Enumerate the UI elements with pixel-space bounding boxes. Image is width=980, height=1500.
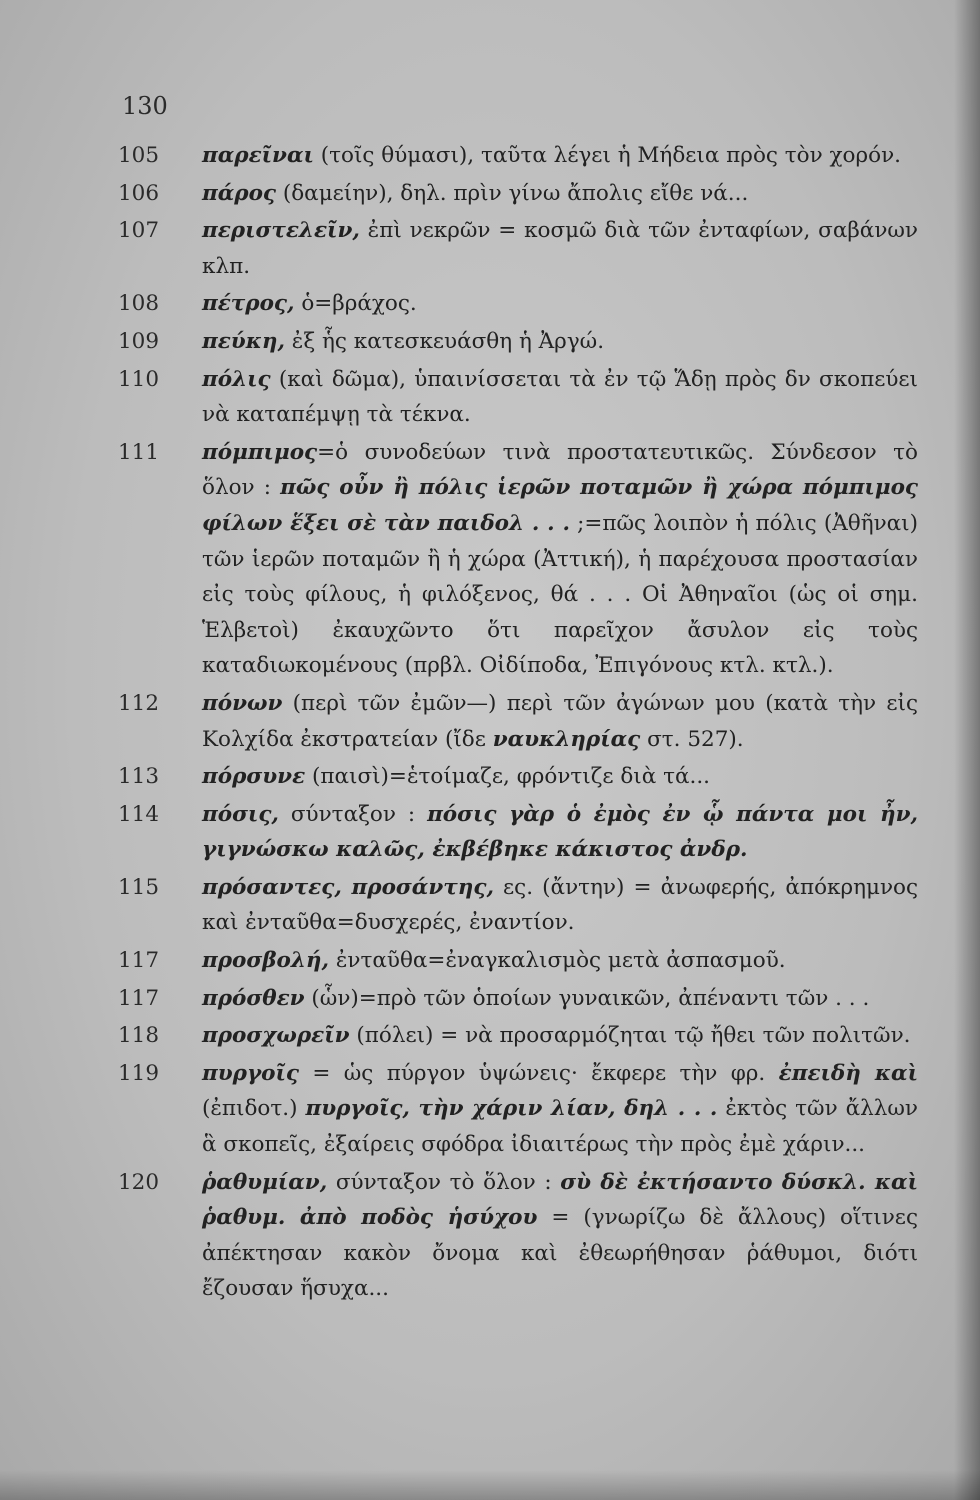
entry-lemma: πεύκη,: [202, 328, 285, 354]
entry-line-number: 107: [118, 218, 160, 244]
entry-lemma: περιστελεῖν,: [202, 218, 360, 244]
glossary-entry: [118, 1165, 918, 1307]
entry-line-number: 108: [118, 291, 160, 317]
entry-text: ἐξ ἧς κατεσκευάσθη ἡ Ἀργώ.: [284, 328, 605, 354]
glossary-entry: [118, 362, 918, 433]
entry-text: ες. (ἄντην) = ἀνωφερής, ἀπόκρημνος καὶ ἐνταῦθα=δυσχερές, ἐναντίον.: [202, 874, 919, 936]
entry-text: σύνταξον τὸ ὅλον :: [327, 1169, 561, 1195]
entry-text: (παισὶ)=ἑτοίμαζε, φρόντιζε διὰ τά...: [305, 764, 711, 790]
entry-lemma: πρόσαντες, προσάντης,: [202, 874, 494, 900]
glossary-entry: [118, 1056, 918, 1163]
entry-quote: πόσις γὰρ ὁ ἐμὸς ἐν ᾧ πάντα μοι ἦν, γιγνώσκω καλῶς, ἐκβέβηκε κάκιστος ἀνδρ.: [202, 801, 918, 863]
entry-line-number: 105: [118, 143, 160, 168]
entry-text: ἐκτὸς τῶν ἄλλων ἃ σκοπεῖς, ἐξαίρεις σφόδρα ἰδιαιτέρως τὴν πρὸς ἐμὲ χάριν...: [202, 1096, 918, 1158]
glossary-entry: [118, 759, 918, 795]
glossary-entry: [118, 870, 918, 941]
entry-lemma: ῥαθυμίαν,: [202, 1169, 328, 1195]
glossary-entry: [118, 1018, 918, 1054]
entry-text: (ὧν)=πρὸ τῶν ὁποίων γυναικῶν, ἀπέναντι τῶν . . .: [304, 985, 870, 1011]
entry-lemma: πάρος: [202, 180, 277, 206]
entry-text: (καὶ δῶμα), ὑπαινίσσεται τὰ ἐν τῷ Ἅδῃ πρὸς δν σκοπεύει νὰ καταπέμψῃ τὰ τέκνα.: [202, 366, 918, 428]
page-number: 130: [122, 92, 168, 120]
entry-line-number: 118: [118, 1023, 160, 1049]
entry-text: (περὶ τῶν ἐμῶν—) περὶ τῶν ἀγώνων μου (κατὰ τὴν εἰς Κολχίδα ἐκστρατείαν (ἴδε: [202, 690, 918, 752]
glossary-entry: [118, 176, 918, 212]
entry-text: = ὡς πύργον ὑψώνεις· ἔκφερε τὴν φρ.: [298, 1060, 779, 1086]
entry-line-number: 112: [118, 690, 160, 716]
entry-text: (δαμείην), δηλ. πρὶν γίνω ἄπολις εἴθε νά...: [276, 180, 749, 206]
glossary-entry: [118, 138, 918, 174]
page-edge-shadow-bottom: [0, 1470, 980, 1500]
entry-line-number: 115: [118, 874, 160, 900]
entry-quote: πυργοῖς, τὴν χάριν λίαν, δηλ . . .: [305, 1096, 718, 1122]
entry-lemma: προσβολή,: [202, 948, 330, 974]
glossary-entry: [118, 213, 918, 284]
entry-text: (τοῖς θύμασι), ταῦτα λέγει ἡ Μήδεια πρὸς τὸν χορόν.: [313, 143, 901, 168]
entry-lemma: πόνων: [202, 690, 283, 716]
entry-lemma: προσχωρεῖν: [202, 1023, 350, 1049]
entry-text: (ἐπιδοτ.): [202, 1096, 306, 1122]
entry-lemma: πυργοῖς: [202, 1060, 299, 1086]
glossary-entry: [118, 797, 918, 868]
entry-text: σύνταξον :: [278, 801, 428, 827]
entry-lemma: πέτρος,: [202, 291, 295, 317]
glossary-entry: [118, 324, 918, 360]
glossary-entry: [118, 981, 918, 1017]
entry-line-number: 120: [118, 1169, 160, 1195]
glossary-entry: [118, 686, 918, 757]
entry-lemma: πόρσυνε: [202, 764, 306, 790]
entry-line-number: 109: [118, 328, 160, 354]
entry-line-number: 114: [118, 801, 160, 827]
entry-lemma: πόμπιμος: [202, 439, 318, 465]
entry-lemma: παρεῖναι: [202, 143, 314, 168]
entry-text: στ. 527).: [640, 726, 744, 752]
entry-lemma: πόλις: [202, 366, 271, 392]
entry-quote: πῶς οὖν ἢ πόλις ἱερῶν ποταμῶν ἢ χώρα πόμπιμος φίλων ἕξει σὲ τὰν παιδολ . . .: [202, 475, 918, 536]
page-edge-shadow-right: [954, 0, 980, 1500]
glossary-entry: [118, 435, 918, 684]
entry-text: (πόλει) = νὰ προσαρμόζηται τῷ ἤθει τῶν πολιτῶν.: [349, 1023, 911, 1049]
entry-line-number: 119: [118, 1060, 160, 1086]
entry-text: = (γνωρίζω δὲ ἄλλους) οἵτινες ἀπέκτησαν κακὸν ὄνομα καὶ ἐθεωρήθησαν ῥάθυμοι, διότι ἔζουσαν ἥσυχα...: [202, 1205, 918, 1302]
glossary-entry: [118, 943, 918, 979]
entry-lemma: πόσις,: [202, 801, 279, 827]
entry-line-number: 110: [118, 366, 160, 392]
entry-quote: ναυκληρίας: [492, 726, 641, 752]
entry-line-number: 111: [118, 439, 160, 465]
entry-text: ;=πῶς λοιπὸν ἡ πόλις (Ἀθῆναι) τῶν ἱερῶν ποταμῶν ἢ ἡ χώρα (Ἀττική), ἡ παρέχουσα προστασίαν εἰς τοὺς φίλους, ἡ φιλόξενος, θά . . . Οἱ Ἀθηναῖοι (ὡς οἱ σημ. Ἑλβετοὶ) ἐκαυχῶντο ὅτι παρεῖχον ἄσυλον εἰς τοὺς καταδιωκομένους (πρβλ. Οἰδίποδα, Ἐπιγόνους κτλ. κτλ.).: [202, 510, 918, 679]
entry-lemma: πρόσθεν: [202, 985, 305, 1011]
glossary-entry: [118, 286, 918, 322]
glossary-entries: [118, 138, 918, 1309]
entry-text: =ὁ συνοδεύων τινὰ προστατευτικῶς. Σύνδεσον τὸ ὅλον :: [202, 439, 918, 501]
entry-text: ἐνταῦθα=ἐναγκαλισμὸς μετὰ ἀσπασμοῦ.: [329, 948, 786, 974]
entry-line-number: 117: [118, 948, 160, 974]
entry-quote: σὺ δὲ ἐκτήσαντο δύσκλ. καὶ ῥαθυμ. ἀπὸ ποδὸς ἡσύχου: [202, 1169, 918, 1231]
entry-quote: ἐπειδὴ καὶ: [778, 1060, 918, 1086]
entry-text: ὁ=βράχος.: [294, 291, 417, 317]
entry-text: ἐπὶ νεκρῶν = κοσμῶ διὰ τῶν ἐνταφίων, σαβάνων κλπ.: [202, 218, 918, 279]
entry-line-number: 106: [118, 180, 160, 206]
entry-line-number: 117: [118, 985, 160, 1011]
entry-line-number: 113: [118, 764, 160, 790]
